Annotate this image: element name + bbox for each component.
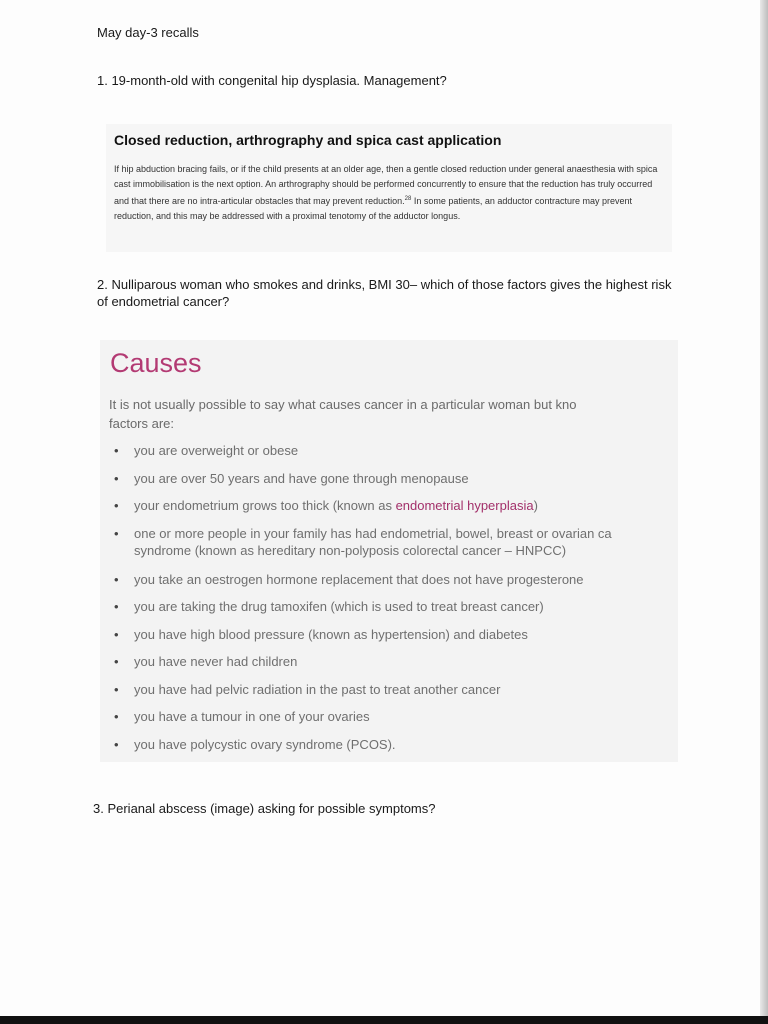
bullet-icon: • [114, 709, 119, 724]
causes-intro-line-1: It is not usually possible to say what causes cancer in a particular woman but kno [109, 397, 577, 412]
question-1: 1. 19-month-old with congenital hip dysplasia. Management? [97, 73, 447, 88]
causes-title: Causes [110, 348, 202, 378]
list-item-text: you have had pelvic radiation in the past to treat another cancer [134, 681, 501, 697]
list-item [114, 470, 612, 487]
endometrial-hyperplasia-link[interactable]: endometrial hyperplasia [395, 498, 534, 513]
page-edge-shadow [760, 0, 768, 1016]
excerpt-body-text: If hip abduction bracing fails, or if the child presents at an older age, then a gentle closed reduction under general anaesthesia with spica cast immobilisation is the next option. An arthrography should be performed concurrently to ensure that the reduction has truly occurred and that there are no intra-articular obstacles that may prevent reduction. [114, 164, 658, 206]
bullet-icon: • [114, 681, 119, 697]
list-item [114, 598, 612, 615]
list-item-text: your endometrium grows too thick (known as [134, 498, 396, 513]
list-item-text: you are overweight or obese [134, 443, 299, 458]
list-item-text: you have never had children [134, 654, 298, 669]
list-item [114, 653, 612, 670]
causes-list [114, 442, 612, 762]
list-item [114, 681, 612, 698]
bottom-border [0, 1016, 768, 1024]
list-item [114, 497, 612, 514]
excerpt-body-tail: In some patients, an adductor contracture may prevent reduction, and this may be addressed with a proximal tenotomy of the adductor longus. [114, 196, 632, 221]
list-item-text: you have polycystic ovary syndrome (PCOS). [134, 736, 396, 752]
bullet-icon: • [114, 599, 119, 614]
list-item [114, 626, 612, 643]
causes-intro [109, 395, 678, 433]
list-item-text: you have high blood pressure (known as hypertension) and diabetes [134, 626, 528, 642]
causes-intro-line-2: factors are: [109, 416, 175, 431]
bullet-icon: • [114, 525, 119, 541]
list-item-line-2: syndrome (known as hereditary non-polyposis colorectal cancer – HNPCC) [134, 542, 567, 558]
document-title: May day-3 recalls [97, 25, 199, 40]
question-2: 2. Nulliparous woman who smokes and drinks, BMI 30– which of those factors gives the highest risk of endometrial cancer? [97, 277, 672, 309]
citation-marker: 28 [404, 196, 412, 202]
list-item-text: you have a tumour in one of your ovaries [134, 709, 370, 724]
list-item-line-1: one or more people in your family has had endometrial, bowel, breast or ovarian ca [134, 525, 612, 541]
bullet-icon: • [114, 498, 119, 513]
bullet-icon: • [114, 443, 119, 458]
excerpt-heading: Closed reduction, arthrography and spica cast application [114, 132, 502, 148]
list-item [114, 571, 612, 588]
list-item [114, 442, 612, 459]
list-item-text: you take an oestrogen hormone replacement that does not have progesterone [134, 571, 584, 587]
bullet-icon: • [114, 736, 119, 752]
question-3: 3. Perianal abscess (image) asking for possible symptoms? [93, 801, 436, 816]
list-item-text: you are over 50 years and have gone through menopause [134, 470, 469, 486]
list-item-text: you are taking the drug tamoxifen (which is used to treat breast cancer) [134, 599, 544, 614]
bullet-icon: • [114, 470, 119, 486]
list-item [114, 525, 612, 559]
bullet-icon: • [114, 626, 119, 642]
bullet-icon: • [114, 571, 119, 587]
bullet-icon: • [114, 654, 119, 669]
hip-dysplasia-excerpt [106, 124, 672, 252]
list-item [114, 708, 612, 725]
excerpt-body [114, 162, 664, 224]
causes-excerpt [100, 340, 678, 762]
list-item-text-end: ) [533, 498, 538, 513]
list-item [114, 736, 612, 753]
